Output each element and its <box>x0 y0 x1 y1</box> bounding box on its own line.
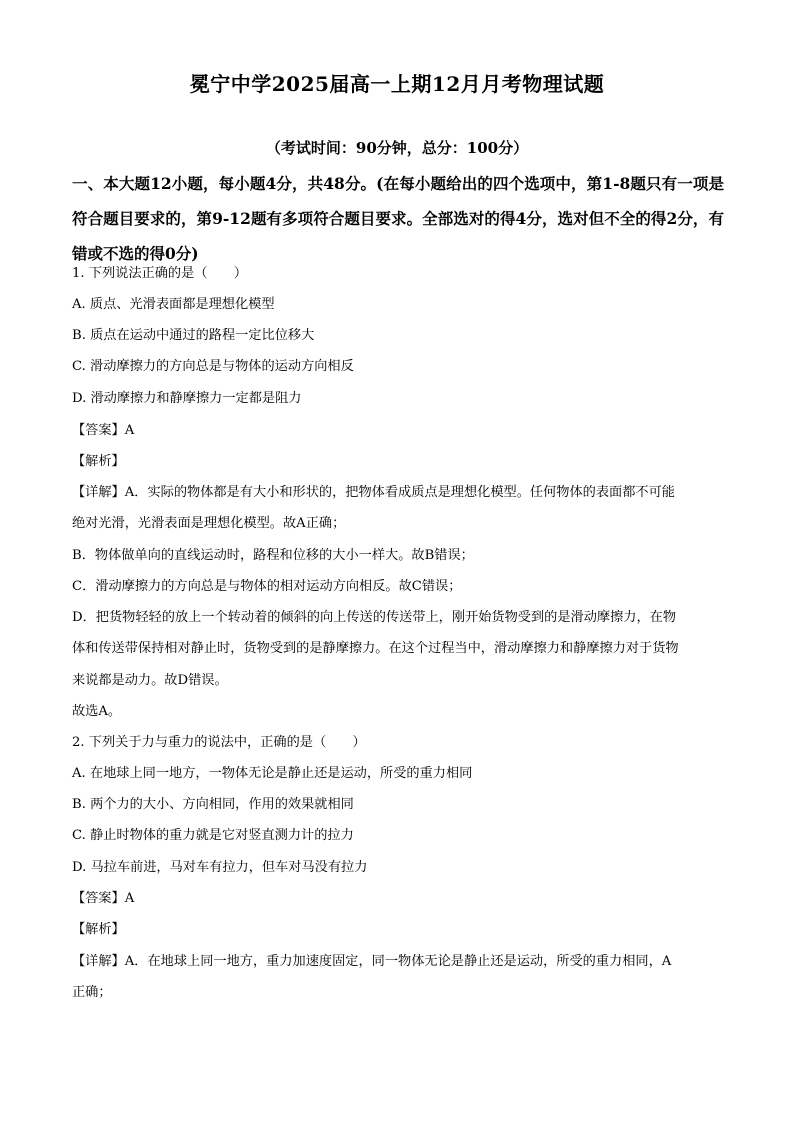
question-1-analysis-label: 【解析】 <box>72 454 125 469</box>
question-1-detail-line: C．滑动摩擦力的方向总是与物体的相对运动方向相反。故C错误； <box>72 579 462 594</box>
question-2-detail-line: 正确； <box>72 985 112 1000</box>
question-1-detail-line: 来说都是动力。故D错误。 <box>72 673 228 688</box>
question-1-conclusion: 故选A。 <box>72 704 122 719</box>
question-1-option-b: B. 质点在运动中通过的路程一定比位移大 <box>72 328 315 343</box>
question-1-detail-line: 体和传送带保持相对静止时，货物受到的是静摩擦力。在这个过程当中，滑动摩擦力和静摩擦力对于货物 <box>72 641 679 656</box>
question-1-option-a: A. 质点、光滑表面都是理想化模型 <box>72 297 275 312</box>
question-1-answer: 【答案】A <box>72 423 135 438</box>
question-1-detail-line: D．把货物轻轻的放上一个转动着的倾斜的向上传送的传送带上，刚开始货物受到的是滑动摩擦力，在物 <box>72 610 677 625</box>
question-1-detail-line: 绝对光滑，光滑表面是理想化模型。故A正确； <box>72 516 346 531</box>
question-2-detail-line: 【详解】A．在地球上同一地方，重力加速度固定，同一物体无论是静止还是运动，所受的重力相同，A <box>72 954 672 969</box>
question-2-stem: 2. 下列关于力与重力的说法中，正确的是（ ） <box>72 735 366 750</box>
question-2-option-a: A. 在地球上同一地方，一物体无论是静止还是运动，所受的重力相同 <box>72 766 473 781</box>
question-2-analysis-label: 【解析】 <box>72 922 125 937</box>
question-1-stem: 1. 下列说法正确的是（ ） <box>72 266 248 281</box>
exam-info: （考试时间：90分钟，总分：100分） <box>265 139 529 157</box>
question-1-detail-line: 【详解】A．实际的物体都是有大小和形状的，把物体看成质点是理想化模型。任何物体的表面都不可能 <box>72 485 675 500</box>
question-2-answer: 【答案】A <box>72 891 135 906</box>
question-2-option-c: C. 静止时物体的重力就是它对竖直测力计的拉力 <box>72 828 354 843</box>
question-1-option-c: C. 滑动摩擦力的方向总是与物体的运动方向相反 <box>72 359 354 374</box>
question-1-option-d: D. 滑动摩擦力和静摩擦力一定都是阻力 <box>72 391 302 406</box>
question-1-detail-line: B．物体做单向的直线运动时，路程和位移的大小一样大。故B错误； <box>72 548 474 563</box>
question-2-option-d: D. 马拉车前进，马对车有拉力，但车对马没有拉力 <box>72 860 368 875</box>
question-2-option-b: B. 两个力的大小、方向相同，作用的效果就相同 <box>72 797 354 812</box>
page-title: 冕宁中学2025届高一上期12月月考物理试题 <box>189 72 605 96</box>
section-heading: 一、本大题12小题，每小题4分，共48分。(在每小题给出的四个选项中，第1-8题只有一项是符合题目要求的，第9-12题有多项符合题目要求。全部选对的得4分，选对但不全的得2分，有错或不选的得0分) <box>72 174 724 263</box>
